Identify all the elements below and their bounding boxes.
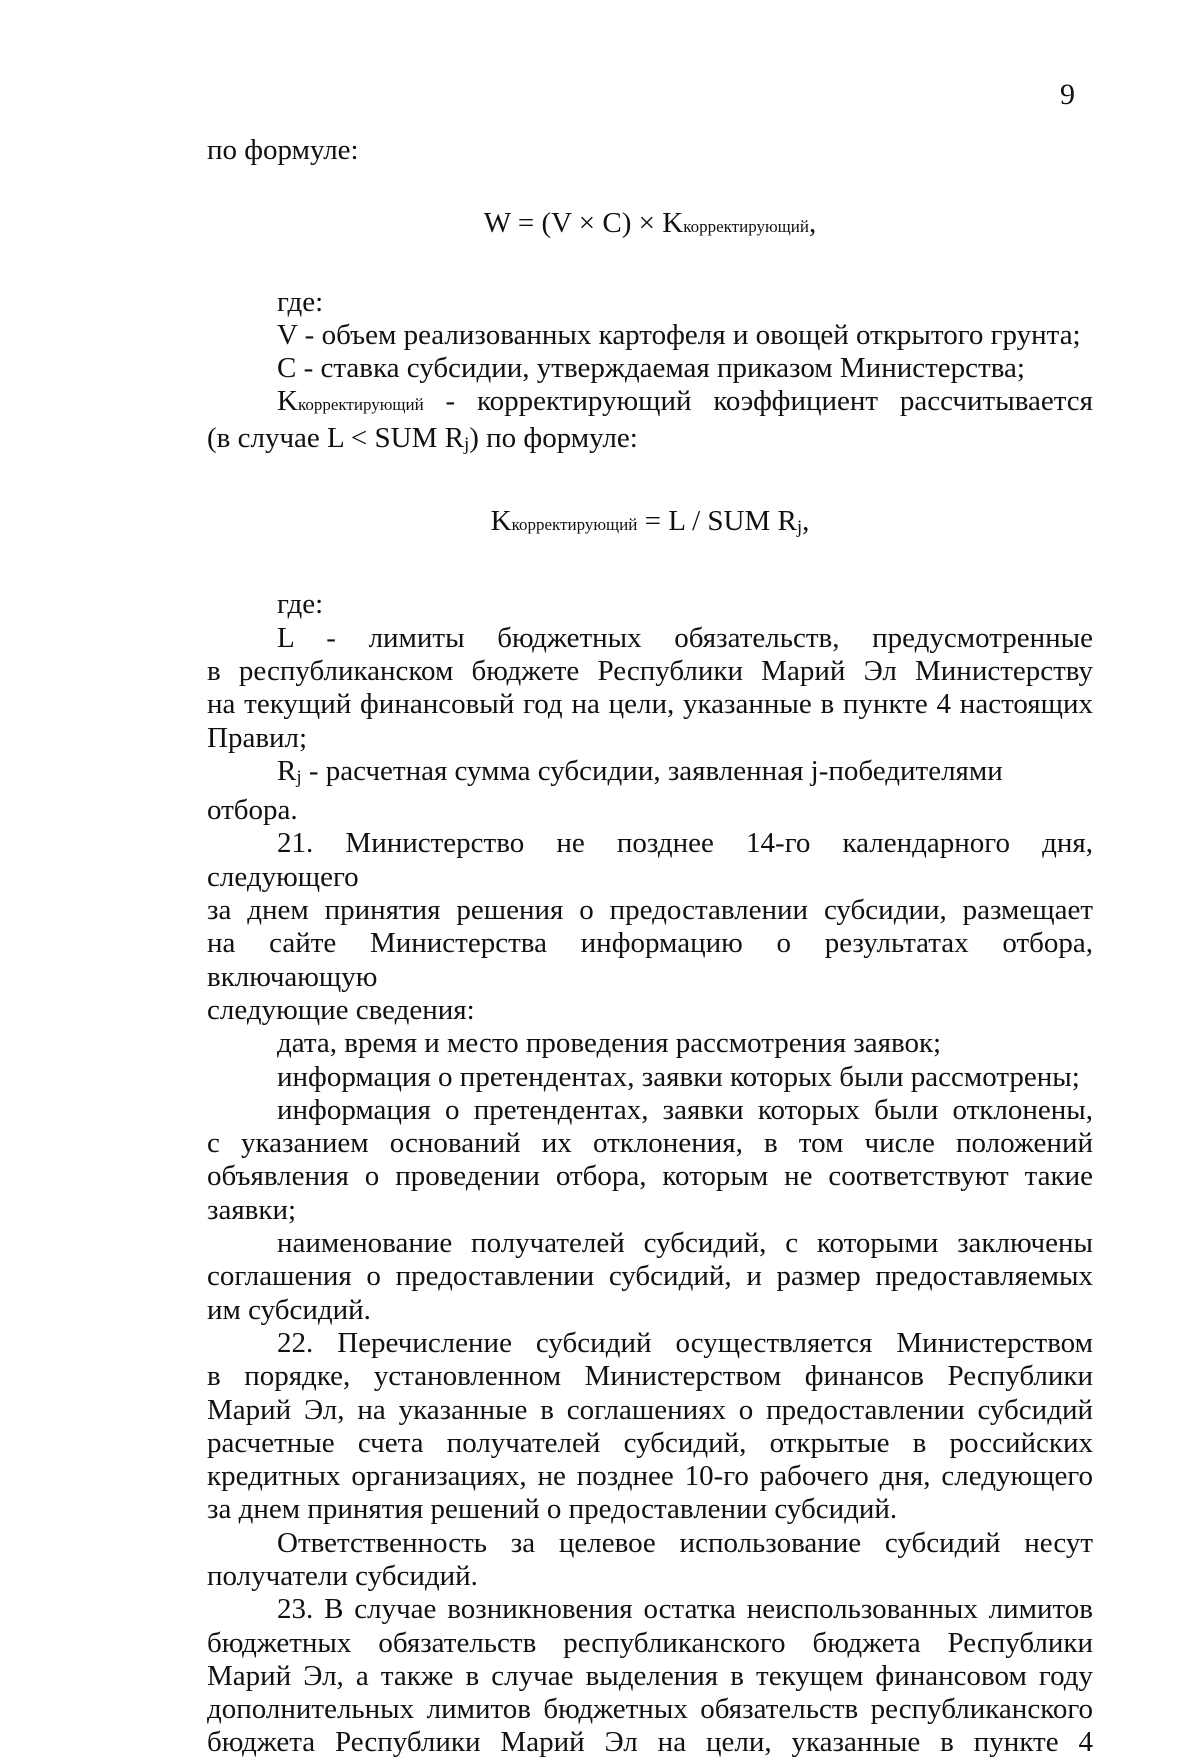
text-line: соглашения о предоставлении субсидий, и размер предоставляемых bbox=[207, 1260, 1093, 1293]
definition-k-line2-sub: j bbox=[463, 433, 470, 455]
text-line: кредитных организациях, не позднее 10-го рабочего дня, следующего bbox=[207, 1460, 1093, 1493]
text-line: Марий Эл, а также в случае выделения в текущем финансовом году bbox=[207, 1659, 1093, 1692]
text-line: бюджета Республики Марий Эл на цели, указанные в пункте 4 bbox=[207, 1726, 1093, 1759]
formula-k-tail: , bbox=[802, 505, 810, 538]
definition-rj-text: - расчетная сумма субсидии, заявленная j-победителями отбора. bbox=[207, 754, 1003, 827]
formula-w bbox=[207, 207, 1093, 243]
list-item-reviewed: информация о претендентах, заявки которых были рассмотрены; bbox=[277, 1060, 1080, 1093]
text-line: в порядке, установленном Министерством финансов Республики bbox=[207, 1360, 1093, 1393]
text-line: дополнительных лимитов бюджетных обязательств республиканского bbox=[207, 1693, 1093, 1726]
definition-k-line2 bbox=[207, 422, 1093, 461]
formula-k-symbol: K bbox=[490, 505, 512, 538]
definition-rj-symbol: R bbox=[277, 754, 297, 787]
text-line: Правил; bbox=[207, 721, 308, 754]
text-line: им субсидий. bbox=[207, 1293, 371, 1326]
text-line: 21. Министерство не позднее 14-го календарного дня, следующего bbox=[207, 827, 1093, 893]
formula-w-subscript: корректирующий bbox=[683, 217, 809, 237]
list-item-recipients bbox=[207, 1227, 1093, 1327]
text-line: Марий Эл, на указанные в соглашениях о предоставлении субсидий bbox=[207, 1393, 1093, 1426]
text-line: заявки; bbox=[207, 1193, 297, 1226]
definition-rj-subscript: j bbox=[296, 766, 302, 788]
text-line: в республиканском бюджете Республики Марий Эл Министерству bbox=[207, 654, 1093, 687]
text-line: L - лимиты бюджетных обязательств, предусмотренные bbox=[277, 621, 1093, 654]
text-line: с указанием оснований их отклонения, в том числе положений bbox=[207, 1127, 1093, 1160]
definition-k-line1 bbox=[207, 385, 1093, 421]
list-item-rejected bbox=[207, 1094, 1093, 1227]
definition-rj bbox=[207, 755, 1093, 828]
formula-k-subscript-j: j bbox=[796, 517, 803, 539]
text-line: получатели субсидий. bbox=[207, 1559, 478, 1592]
definition-k-line2-post: ) по формуле: bbox=[469, 421, 638, 454]
text-line: бюджетных обязательств республиканского бюджета Республики bbox=[207, 1626, 1093, 1659]
text-line: информация о претендентах, заявки которых были отклонены, bbox=[277, 1093, 1093, 1126]
where-label-2: где: bbox=[277, 588, 324, 621]
paragraph-21 bbox=[207, 827, 1093, 1027]
text-line: за днем принятия решения о предоставлении субсидии, размещает bbox=[207, 894, 1093, 927]
text-line: 22. Перечисление субсидий осуществляется Министерством bbox=[277, 1326, 1093, 1359]
formula-w-main: W = (V × C) × K bbox=[483, 207, 684, 240]
definition-k-subscript: корректирующий bbox=[297, 395, 424, 415]
definition-k-line2-pre: (в случае L < SUM R bbox=[207, 421, 464, 454]
definition-v: V - объем реализованных картофеля и овощей открытого грунта; bbox=[277, 318, 1081, 351]
where-label-1: где: bbox=[277, 285, 324, 318]
formula-w-tail: , bbox=[808, 207, 817, 240]
definition-k-text: - корректирующий коэффициент рассчитывается bbox=[423, 385, 1093, 418]
text-line: 23. В случае возникновения остатка неиспользованных лимитов bbox=[277, 1593, 1093, 1626]
intro-text: по формуле: bbox=[207, 134, 359, 166]
document-body bbox=[207, 134, 1093, 1760]
paragraph-23 bbox=[207, 1593, 1093, 1759]
paragraph-22-responsibility bbox=[207, 1527, 1093, 1594]
definition-k bbox=[207, 385, 1093, 461]
text-line: следующие сведения: bbox=[207, 993, 475, 1026]
text-line: объявления о проведении отбора, которым не соответствуют такие bbox=[207, 1160, 1093, 1193]
text-line: на сайте Министерства информацию о результатах отбора, включающую bbox=[207, 927, 1093, 993]
definition-c: C - ставка субсидии, утверждаемая приказом Министерства; bbox=[277, 352, 1025, 385]
list-item-date: дата, время и место проведения рассмотрения заявок; bbox=[277, 1027, 942, 1060]
formula-k-subscript: корректирующий bbox=[511, 515, 638, 535]
text-line: расчетные счета получателей субсидий, открытые в российских bbox=[207, 1426, 1093, 1459]
formula-k-main: = L / SUM R bbox=[637, 505, 797, 538]
text-line: Ответственность за целевое использование субсидий несут bbox=[277, 1526, 1093, 1559]
definition-l bbox=[207, 622, 1093, 755]
page-number: 9 bbox=[1060, 78, 1075, 111]
text-line: на текущий финансовый год на цели, указанные в пункте 4 настоящих bbox=[207, 688, 1093, 721]
paragraph-22 bbox=[207, 1327, 1093, 1527]
definition-k-symbol: K bbox=[277, 385, 298, 418]
text-line: наименование получателей субсидий, с которыми заключены bbox=[277, 1227, 1093, 1260]
text-line: за днем принятия решений о предоставлении субсидий. bbox=[207, 1493, 898, 1526]
formula-k bbox=[207, 505, 1093, 544]
